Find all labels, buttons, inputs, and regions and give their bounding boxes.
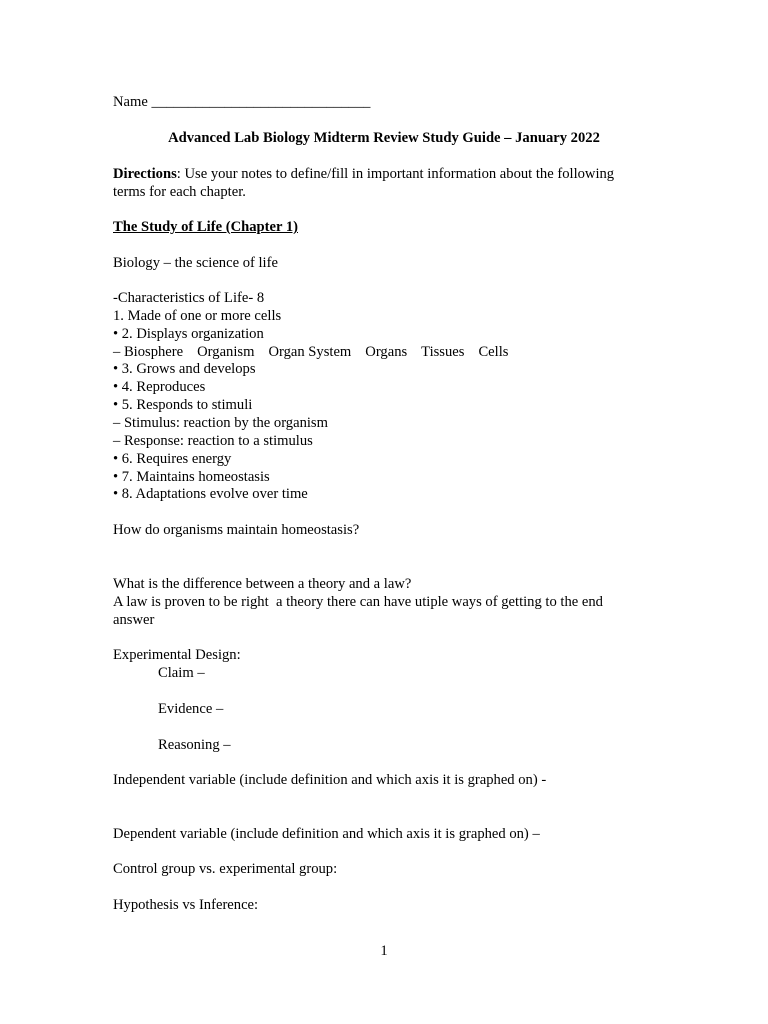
list-item: 1. Made of one or more cells <box>113 308 282 324</box>
name-label: Name <box>113 94 148 110</box>
name-blank: ______________________________ <box>151 94 371 110</box>
list-item: • 6. Requires energy <box>113 451 232 467</box>
theory-law-answer-line-2: answer <box>113 612 155 628</box>
list-item: • 3. Grows and develops <box>113 361 256 377</box>
level-organs: Organs <box>365 344 408 360</box>
control-group-prompt: Control group vs. experimental group: <box>113 861 338 877</box>
claim-line: Claim – <box>158 665 205 681</box>
biology-definition: Biology – the science of life <box>113 255 278 271</box>
levels-prefix: – <box>113 344 124 360</box>
directions-text: : Use your notes to define/fill in important information about the following <box>176 166 615 182</box>
homeostasis-question: How do organisms maintain homeostasis? <box>113 522 360 538</box>
theory-law-question: What is the difference between a theory and a law? <box>113 576 412 592</box>
hypothesis-prompt: Hypothesis vs Inference: <box>113 897 259 913</box>
list-item: • 8. Adaptations evolve over time <box>113 486 308 502</box>
theory-law-answer-line-1: A law is proven to be right a theory there can have utiple ways of getting to the end <box>113 594 603 610</box>
experimental-design-heading: Experimental Design: <box>113 647 241 663</box>
page-number: 1 <box>380 943 388 959</box>
characteristics-title: -Characteristics of Life- 8 <box>113 290 265 306</box>
list-item: • 7. Maintains homeostasis <box>113 469 270 485</box>
directions-line-1 <box>113 165 614 183</box>
chapter-heading: The Study of Life (Chapter 1) <box>113 219 298 235</box>
directions-label: Directions <box>113 166 177 182</box>
level-biosphere: Biosphere <box>123 344 184 360</box>
name-line <box>113 93 370 111</box>
document-title: Advanced Lab Biology Midterm Review Study Guide – January 2022 <box>168 130 600 146</box>
list-item: • 2. Displays organization <box>113 326 264 342</box>
evidence-line: Evidence – <box>158 701 224 717</box>
organization-levels <box>113 343 522 361</box>
list-item: – Response: reaction to a stimulus <box>113 433 313 449</box>
list-item: – Stimulus: reaction by the organism <box>113 415 328 431</box>
level-cells: Cells <box>478 344 509 360</box>
level-organ-system: Organ System <box>268 344 352 360</box>
level-tissues: Tissues <box>421 344 465 360</box>
independent-variable-prompt: Independent variable (include definition and which axis it is graphed on) - <box>113 772 547 788</box>
level-organism: Organism <box>197 344 255 360</box>
reasoning-line: Reasoning – <box>158 737 231 753</box>
list-item: • 4. Reproduces <box>113 379 206 395</box>
directions-line-2: terms for each chapter. <box>113 184 246 200</box>
dependent-variable-prompt: Dependent variable (include definition and which axis it is graphed on) – <box>113 826 540 842</box>
list-item: • 5. Responds to stimuli <box>113 397 253 413</box>
